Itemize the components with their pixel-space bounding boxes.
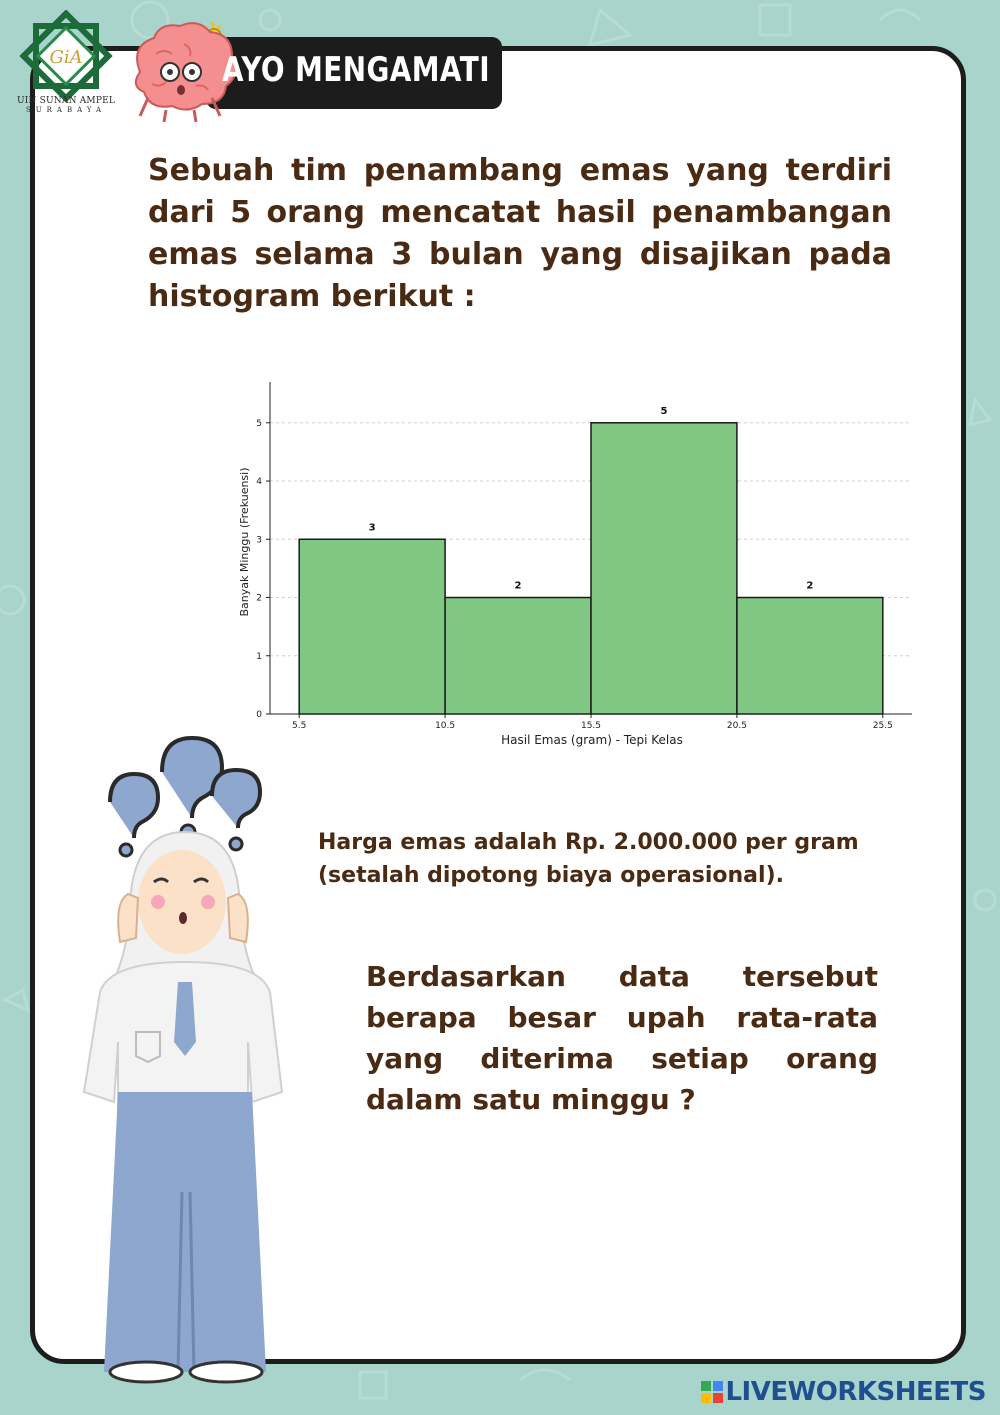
y-axis-label: Banyak Minggu (Frekuensi) — [238, 467, 251, 617]
bar-value-label-3: 2 — [806, 580, 814, 592]
bar-value-label-0: 3 — [368, 522, 376, 534]
y-tick-label-0: 0 — [256, 710, 262, 720]
price-note: Harga emas adalah Rp. 2.000.000 per gram (setalah dipotong biaya operasional). — [318, 830, 859, 888]
histogram-bar-1 — [445, 598, 591, 714]
liveworksheets-logo-icon — [701, 1381, 723, 1403]
logo-name: UIN SUNAN AMPEL — [16, 96, 116, 106]
footer-brand-text: LIVEWORKSHEETS — [725, 1377, 986, 1407]
histogram-bar-0 — [299, 539, 445, 714]
logo-city: SURABAYA — [25, 106, 107, 114]
x-tick-label-2: 15.5 — [580, 721, 602, 731]
x-axis-label: Hasil Emas (gram) - Tepi Kelas — [501, 733, 683, 747]
question-text: Berdasarkan data tersebut berapa besar upah rata-rata yang diterima setiap orang dalam satu minggu ? — [366, 960, 878, 1116]
confused-girl-illustration — [70, 732, 300, 1392]
histogram-bar-2 — [591, 423, 737, 714]
liveworksheets-brand — [701, 1377, 986, 1407]
y-tick-label-1: 1 — [256, 651, 262, 662]
histogram-bar-3 — [737, 598, 883, 714]
x-tick-label-1: 10.5 — [435, 721, 456, 731]
bar-value-label-1: 2 — [514, 580, 522, 592]
banner-title: AYO MENGAMATI ! — [222, 50, 514, 90]
y-tick-label-5: 5 — [256, 418, 262, 429]
x-tick-label-3: 20.5 — [726, 721, 747, 731]
bar-value-label-2: 5 — [660, 405, 668, 417]
intro-paragraph: Sebuah tim penambang emas yang terdiri dari 5 orang mencatat hasil penambangan emas selama 3 bulan yang disajikan pada histogram berikut : — [148, 153, 892, 314]
y-tick-label-3: 3 — [256, 535, 262, 546]
histogram-chart — [232, 372, 922, 752]
x-tick-label-4: 25.5 — [872, 721, 893, 731]
y-tick-label-2: 2 — [256, 593, 262, 604]
y-tick-label-4: 4 — [256, 477, 262, 488]
logo-glyph: GiA — [49, 47, 83, 68]
x-tick-label-0: 5.5 — [292, 721, 307, 731]
